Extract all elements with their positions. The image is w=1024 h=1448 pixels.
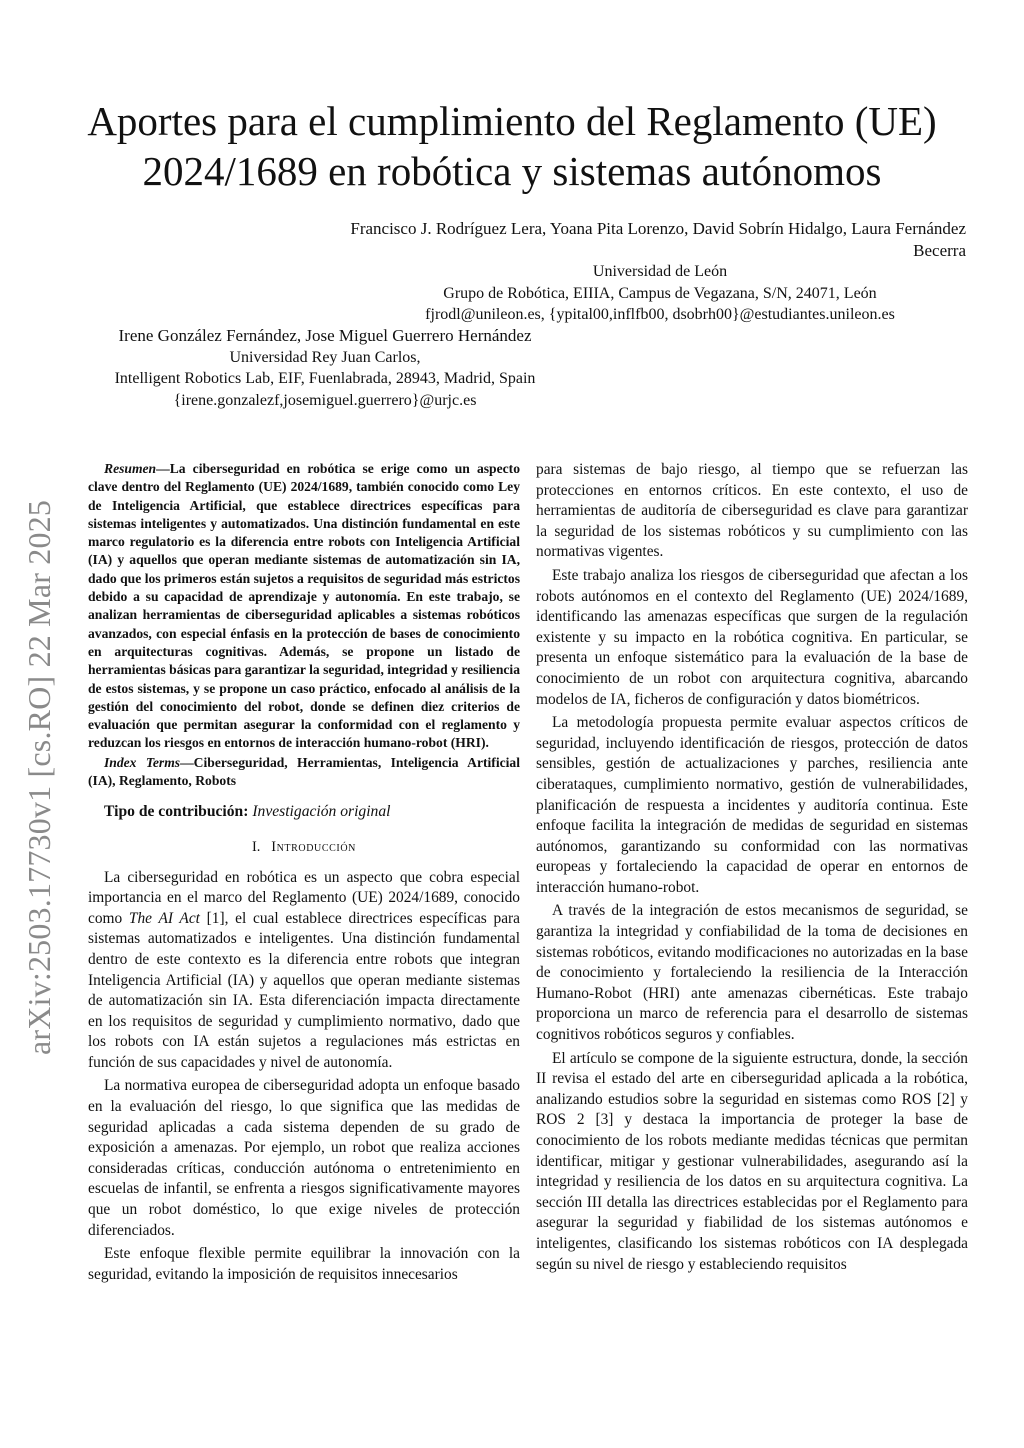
department-2: Intelligent Robotics Lab, EIF, Fuenlabrada, 28943, Madrid, Spain: [114, 370, 536, 388]
abstract: [88, 460, 520, 753]
section-number: I.: [252, 838, 261, 855]
right-paragraph-2: Este trabajo analiza los riesgos de ciberseguridad que afectan a los robots autónomos en el contexto del Reglamento (UE) 2024/1689, identificando las amenazas específicas que surgen de la regulación existente y su impacto en la robótica cognitiva. En particular, se presenta un enfoque sistemático para la evaluación de la base de conocimiento de un robot con arquitectura cognitiva, abarcando modelos de IA, ficheros de configuración y datos biométricos.: [536, 566, 968, 708]
intro-paragraph-1: [88, 868, 520, 1074]
contribution-type: [104, 802, 520, 823]
affiliation-block-1: [300, 218, 1020, 326]
right-paragraph-5: El artículo se compone de la siguiente estructura, donde, la sección II revisa el estado del arte en ciberseguridad aplicada a la robótica, analizando estudios sobre la seguridad en sistemas como ROS [2] y ROS 2 [3] y destaca la importancia de proteger la base de conocimiento de los robots mediante medidas técnicas que permitan identificar, mitigar y gestionar vulnerabilidades, asegurando así la integridad y resiliencia de los datos en su arquitectura cognitiva. La sección III detalla las directrices establecidas por el Reglamento para asegurar la seguridad y fiabilidad de los sistemas autónomos e inteligentes, clasificando los sistemas robóticos con IA desplegada según su nivel de riesgo y estableciendo requisitos: [536, 1049, 968, 1273]
ai-act-italic: The AI Act: [128, 909, 200, 927]
intro-paragraph-1-start: La ciberseguridad en robótica es un aspecto que cobra especial importancia en el marco del Reglamento (UE) 2024/1689, conocido como: [88, 868, 520, 927]
email-2: {irene.gonzalezf,josemiguel.guerrero}@urjc.es: [173, 391, 477, 409]
university-1: Universidad de León: [592, 263, 728, 281]
university-2: Universidad Rey Juan Carlos,: [229, 348, 421, 366]
intro-paragraph-2: La normativa europea de ciberseguridad adopta un enfoque basado en la evaluación del riesgo, lo que significa que las medidas de seguridad aplicadas a cada sistema dependen de su grado de exposición a amenazas. Por ejemplo, un robot que realiza acciones consideradas críticas, conducción autónoma o entretenimiento en escuelas de infantil, se enfrenta a riesgos significativamente mayores que un robot doméstico, lo que exige niveles de protección diferenciados.: [88, 1077, 520, 1239]
left-column: [88, 460, 520, 1285]
abstract-label: Resumen: [104, 461, 157, 476]
section-heading-introduccion: [88, 837, 520, 858]
right-paragraph-3: La metodología propuesta permite evaluar aspectos críticos de seguridad, incluyendo identificación de riesgos, protección de datos sensibles, gestión de actualizaciones y parches, resiliencia ante ciberataques, cumplimiento normativo, gestión de vulnerabilidades, planificación de respuesta a incidentes y auditoría continua. Este enfoque facilita la integración de medidas de seguridad en sistemas autónomos, garantizando su conformidad con las normativas europeas y fortaleciendo la capacidad de operar en entornos de interacción humano-robot.: [536, 714, 968, 896]
arxiv-identifier: arXiv:2503.17730v1 [cs.RO] 22 Mar 2025: [21, 499, 57, 1055]
intro-paragraph-3: Este enfoque flexible permite equilibrar la innovación con la seguridad, evitando la imposición de requisitos innecesarios: [88, 1245, 520, 1283]
right-paragraph-4: A través de la integración de estos mecanismos de seguridad, se garantiza la integridad y confiabilidad de la toma de decisiones en sistemas robóticos, evitando modificaciones no autorizadas en la base de conocimiento y fortaleciendo la resiliencia de la Interacción Humano-Robot (HRI) ante amenazas cibernéticas. Este trabajo proporciona un marco de referencia para el desarrollo de sistemas cognitivos robóticos seguros y confiables.: [536, 902, 968, 1044]
paper-title: [60, 96, 964, 196]
contribution-label: Tipo de contribución:: [104, 803, 249, 821]
title-line-1: Aportes para el cumplimiento del Reglamento (UE): [87, 98, 937, 144]
abstract-text: —La ciberseguridad en robótica se erige como un aspecto clave dentro del Reglamento (UE) 2024/1689, también conocido como Ley de Inteligencia Artificial, que establece directrices específicas para sistemas inteligentes y automatizados. Una distinción fundamental en este marco regulatorio es la diferencia entre robots con Inteligencia Artificial (IA) y aquellos que operan mediante sistemas de automatización sin IA, dado que los primeros están sujetos a requisitos de seguridad más estrictos debido a su capacidad de aprendizaje y autonomía. En este trabajo, se analizan herramientas de ciberseguridad aplicables a sistemas robóticos avanzados, con especial énfasis en la protección de bases de conocimiento en arquitecturas cognitivas. Además, se propone un listado de herramientas básicas para garantizar la seguridad, integridad y resiliencia de estos sistemas, y se propone un caso práctico, enfocado al análisis de la gestión del conocimiento del robot, donde se definen diez criterios de evaluación que permitan asegurar la conformidad con el reglamento y reduzcan los riesgos en entornos de interacción humano-robot (HRI).: [88, 461, 520, 751]
affiliation-block-2: [90, 325, 560, 411]
right-paragraph-1: para sistemas de bajo riesgo, al tiempo que se refuerzan las protecciones en entornos críticos. En este contexto, el uso de herramientas de auditoría de ciberseguridad es clave para garantizar la seguridad de los sistemas robóticos y su cumplimiento con las normativas vigentes.: [536, 461, 968, 561]
contribution-value: Investigación original: [252, 803, 391, 821]
index-terms-text: —Ciberseguridad, Herramientas, Inteligencia Artificial (IA), Reglamento, Robots: [88, 754, 520, 789]
index-terms: [88, 754, 520, 791]
title-line-2: 2024/1689 en robótica y sistemas autónomos: [142, 148, 882, 194]
right-column: [536, 460, 968, 1275]
index-terms-label: Index Terms: [104, 754, 181, 770]
author-names-2: Irene González Fernández, Jose Miguel Guerrero Hernández: [118, 326, 532, 345]
department-1: Grupo de Robótica, EIIIA, Campus de Vegazana, S/N, 24071, León: [443, 284, 877, 302]
intro-paragraph-1-end: [1], el cual establece directrices específicas para sistemas automatizados e inteligentes. Una distinción fundamental dentro de este contexto es la diferencia entre robots que integran Inteligencia Artificial (IA) y aquellos que operan mediante sistemas de automatización sin IA. Esta diferenciación impacta directamente en los requisitos de seguridad y cumplimiento normativo, dado que los robots con IA están sujetos a regulaciones más estrictas en función de sus capacidades y nivel de autonomía.: [88, 909, 520, 1071]
author-names-1: Francisco J. Rodríguez Lera, Yoana Pita Lorenzo, David Sobrín Hidalgo, Laura Fernández Becerra: [350, 219, 966, 260]
email-1: fjrodl@unileon.es, {ypital00,inflfb00, dsobrh00}@estudiantes.unileon.es: [425, 306, 895, 324]
section-title: Introducción: [271, 838, 356, 855]
